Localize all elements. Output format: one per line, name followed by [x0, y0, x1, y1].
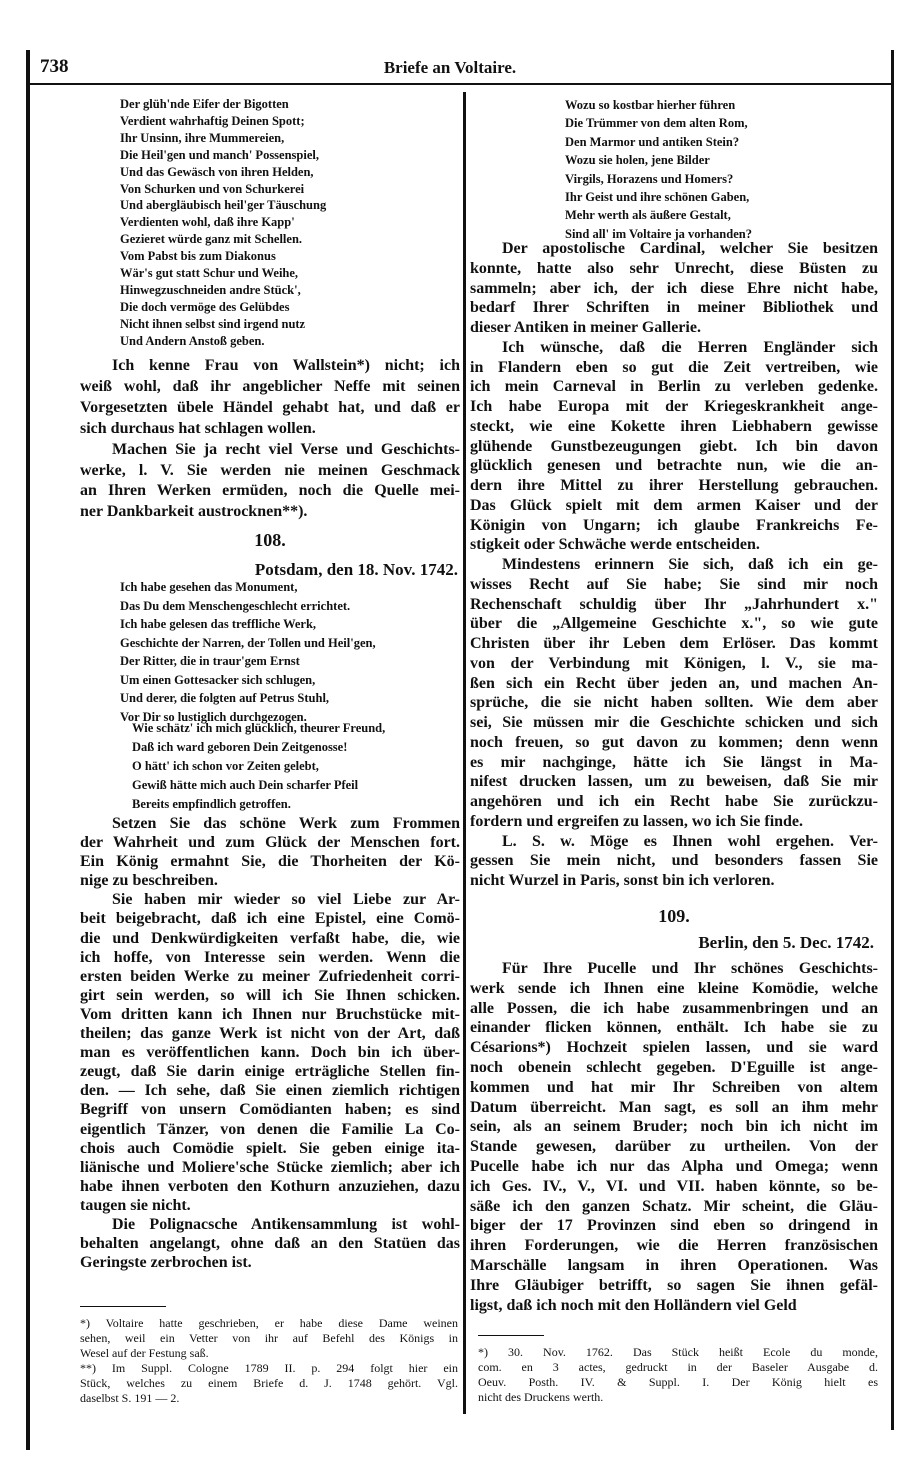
letter-number: 108.	[254, 530, 286, 550]
text-line: Stande gewesen, darüber zu urtheilen. Von der	[470, 1138, 878, 1156]
right-border	[891, 50, 894, 1430]
text-line: L. S. w. Möge es Ihnen wohl ergehen. Ver-	[502, 832, 878, 850]
poem-stanza	[132, 719, 385, 814]
text-line: Ihre Gläubiger betrifft, so sagen Sie ihnen gefäl-	[470, 1276, 878, 1294]
poem-stanza	[120, 578, 376, 726]
text-line: gessen Sie mein nicht, und besonders fassen Sie	[470, 852, 878, 870]
text-line: *) 30. Nov. 1762. Das Stück heißt Ecole du monde,	[478, 1345, 878, 1359]
text-line: Daß ich ward geboren Dein Zeitgenosse!	[132, 740, 348, 754]
text-line: Vor Dir so lustiglich durchgezogen.	[120, 709, 307, 724]
text-line: fordern und ergreifen zu lassen, wo ich Sie finde.	[470, 812, 804, 830]
text-line: der Wahrheit und zum Glück der Menschen fort.	[80, 834, 460, 852]
text-line: sprüche, die sie nicht haben sollten. Wie dem aber	[470, 694, 878, 712]
text-line: Césarions*) Hochzeit spielen lassen, und sie ward	[470, 1039, 878, 1057]
text-line: Mehr werth als äußere Gestalt,	[565, 208, 731, 223]
footnote-rule	[80, 1306, 166, 1307]
text-line: ich mein Carneval in Berlin zu verleben gedenke.	[470, 378, 878, 396]
text-line: Vom Pabst bis zum Diakonus	[120, 249, 276, 264]
text-line: behalten angelangt, ohne daß an den Statüen das	[80, 1235, 460, 1253]
text-line: Ich habe Europa mit der Kriegeskrankheit ange-	[470, 398, 878, 415]
text-line: Wär's gut statt Schur und Weihe,	[120, 266, 299, 281]
text-line: Die Heil'gen und manch' Possenspiel,	[120, 147, 319, 162]
letter-body	[80, 356, 460, 523]
text-line: Marschälle langsam in ihren Operationen. Was	[470, 1256, 878, 1274]
text-line: Die Trümmer von dem alten Rom,	[565, 116, 748, 131]
text-line: taugen sie nicht.	[80, 1196, 191, 1214]
text-line: Oeuv. Posth. IV. & Suppl. I. Der König hielt es	[478, 1375, 878, 1389]
text-line: bedarf Ihrer Schriften in meiner Bibliothek und	[470, 299, 878, 317]
text-line: Hinwegzuschneiden andre Stück',	[120, 282, 301, 297]
text-line: dieser Antiken in meiner Gallerie.	[470, 319, 701, 336]
text-line: Die Polignacsche Antikensammlung ist wohl-	[112, 1215, 460, 1233]
text-line: Pucelle habe ich nur das Alpha und Omega; wenn	[470, 1157, 878, 1175]
text-line: Gewiß hätte mich auch Dein scharfer Pfeil	[132, 778, 359, 792]
text-line: nifest drucken lassen, um zu beweisen, daß Sie mir	[470, 773, 878, 791]
text-line: Nicht ihnen selbst sind irgend nutz	[120, 316, 306, 331]
text-line: Den Marmor und antiken Stein?	[565, 134, 740, 149]
text-line: Und das Gewäsch von ihren Helden,	[120, 164, 314, 179]
text-line: den. — Ich sehe, daß Sie einen ziemlich richtigen	[80, 1082, 460, 1100]
footnotes	[80, 1316, 458, 1406]
text-line: Wie schätz' ich mich glücklich, theurer Freund,	[132, 721, 386, 735]
text-line: von der Verbindung mit Königen, l. V., sie ma-	[470, 654, 878, 672]
text-line: theilen; das ganze Werk ist nicht von der Art, daß	[80, 1025, 460, 1043]
text-line: Machen Sie ja recht viel Verse und Geschichts-	[112, 440, 460, 458]
text-line: Ich wünsche, daß die Herren Engländer sich	[502, 338, 878, 356]
text-line: Ich habe gesehen das Monument,	[120, 580, 298, 594]
header-rule	[30, 83, 892, 85]
text-line: noch freuen, so gut davon zu kommen; denn wenn	[470, 733, 878, 751]
dateline: Potsdam, den 18. Nov. 1742.	[254, 560, 458, 579]
footnote-rule	[478, 1335, 544, 1336]
text-line: ner Dankbarkeit austrocknen**).	[80, 503, 308, 521]
text-line: Und Andern Anstoß geben.	[120, 333, 265, 348]
text-line: säße ich den ganzen Schatz. Mir scheint, die Gläu-	[470, 1197, 878, 1215]
text-line: einander flicken können, enthält. Ich habe sie zu	[470, 1019, 878, 1037]
text-line: ihren Forderungen, wie die Herren französischen	[470, 1237, 878, 1255]
footnotes	[478, 1345, 878, 1405]
text-line: Und abergläubisch heil'ger Täuschung	[120, 198, 327, 213]
text-line: chois auch Comödie spielt. Sie geben einige ita-	[80, 1139, 460, 1157]
text-line: Um einen Gottesacker sich schlugen,	[120, 672, 316, 687]
text-line: Königin von Ungarn; ich glaube Frankreichs Fe-	[470, 516, 878, 534]
text-line: sei, Sie müssen mir die Geschichte schicken und sich	[470, 714, 878, 731]
text-line: eigentlich Tänzer, von denen die Familie La Co-	[80, 1120, 460, 1138]
text-line: zeugt, daß Sie darin einige erträgliche Stellen fin-	[80, 1063, 460, 1081]
text-line: ligst, daß ich noch mit den Holländern viel Geld	[470, 1296, 797, 1314]
text-line: noch obenein schlecht gegeben. D'Eguille ist ange-	[470, 1058, 878, 1076]
text-line: nige zu beschreiben.	[80, 872, 218, 890]
text-line: angehören und ich ein Recht habe Sie zurückzu-	[470, 793, 878, 810]
text-line: wisses Recht auf Sie habe; Sie sind mir noch	[470, 575, 878, 593]
text-line: Die doch vermöge des Gelübdes	[120, 299, 290, 314]
text-line: Christen über ihr Leben dem Erlöser. Das kommt	[470, 635, 878, 652]
text-line: liänische und Moliere'sche Stücke ziemlich; aber ich	[80, 1158, 460, 1176]
text-line: Für Ihre Pucelle und Ihr schönes Geschichts-	[502, 960, 878, 977]
text-line: habe ihnen verboten den Kothurn anzuziehen, dazu	[80, 1177, 460, 1195]
text-line: man es veröffentlichen kann. Doch bin ich über-	[80, 1044, 460, 1062]
text-line: daselbst S. 191 — 2.	[80, 1391, 180, 1405]
text-line: steckt, wie eine Kokette ihren Liebhabern gewisse	[470, 417, 878, 435]
text-line: com. en 3 actes, gedruckt in der Baseler Ausgabe d.	[478, 1360, 878, 1374]
text-line: Das Glück spielt mit dem armen Kaiser und der	[470, 496, 878, 514]
text-line: über die „Allgemeine Geschichte x.", so wie gute	[470, 615, 878, 633]
page-number: 738	[40, 56, 69, 77]
text-line: weiß wohl, daß ihr angeblicher Neffe mit seinen	[80, 377, 460, 395]
text-line: Sind all' im Voltaire ja vorhanden?	[565, 226, 752, 241]
text-line: nicht des Druckens werth.	[478, 1390, 604, 1404]
text-line: Gezieret würde ganz mit Schellen.	[120, 232, 303, 247]
text-line: ich Ges. IV., V., VI. und VII. haben könnte, so be-	[470, 1177, 878, 1195]
text-line: Stück, welches zu einem Briefe d. J. 1748 gehört. Vgl.	[80, 1376, 458, 1390]
text-line: Ich kenne Frau von Wallstein*) nicht; ich	[112, 357, 460, 374]
text-line: Verdienten wohl, daß ihre Kapp'	[120, 215, 295, 230]
poem-stanza	[565, 96, 752, 243]
poem-stanza	[120, 96, 326, 350]
letter-body	[470, 959, 878, 1315]
text-line: **) Im Suppl. Cologne 1789 II. p. 294 folgt hier ein	[80, 1361, 458, 1375]
text-line: Von Schurken und von Schurkerei	[120, 181, 305, 196]
text-line: sein, als an seinem Bruder; noch bin ich nicht im	[470, 1118, 878, 1136]
text-line: nicht Wurzel in Paris, sonst bin ich verloren.	[470, 872, 775, 889]
text-line: Setzen Sie das schöne Werk zum Frommen	[112, 815, 460, 832]
text-line: in Flandern eben so gut die Zeit vertreiben, wie	[470, 358, 878, 376]
text-line: Virgils, Horazens und Homers?	[565, 171, 734, 186]
text-line: Der Ritter, die in traur'gem Ernst	[120, 654, 300, 668]
text-line: glücklich genesen und betrachte nun, wie die an-	[470, 457, 878, 475]
text-line: Und derer, die folgten auf Petrus Stuhl,	[120, 691, 330, 705]
text-line: Das Du dem Menschengeschlecht errichtet.	[120, 598, 351, 613]
left-border	[26, 50, 30, 1450]
text-line: Vorgesetzten übele Händel gehabt hat, und daß er	[80, 398, 460, 416]
text-line: Datum überreicht. Man sagt, es soll an ihm mehr	[470, 1098, 878, 1116]
text-line: Verdient wahrhaftig Deinen Spott;	[120, 113, 305, 128]
text-line: ersten beiden Werke zu meiner Zufriedenheit corri-	[80, 967, 460, 985]
text-line: Ich habe gelesen das treffliche Werk,	[120, 617, 317, 631]
text-line: ich hoffe, von Interesse sein werden. Wenn die	[80, 948, 460, 966]
text-line: Ihr Unsinn, ihre Mummereien,	[120, 130, 285, 145]
text-line: ßen sich ein Recht über jeden an, und machen An-	[470, 674, 878, 692]
text-line: Der apostolische Cardinal, welcher Sie besitzen	[502, 240, 878, 257]
text-line: Wesel auf der Festung saß.	[80, 1346, 209, 1360]
text-line: konnte, hatte also sehr Unrecht, diese Büsten zu	[470, 259, 878, 277]
text-line: *) Voltaire hatte geschrieben, er habe diese Dame weinen	[80, 1316, 458, 1330]
text-line: werke, l. V. Sie werden nie meinen Geschmack	[80, 461, 460, 479]
text-line: sehen, weil ein Vetter von ihr auf Befehl des Königs in	[80, 1331, 458, 1345]
text-line: Der glüh'nde Eifer der Bigotten	[120, 97, 289, 111]
text-line: O hätt' ich schon vor Zeiten gelebt,	[132, 759, 319, 773]
text-line: sammeln; aber ich, der ich diese Ehre nicht habe,	[470, 279, 878, 297]
text-line: Wozu sie holen, jene Bilder	[565, 153, 710, 168]
text-line: Geringste zerbrochen ist.	[80, 1254, 252, 1272]
text-line: Geschichte der Narren, der Tollen und Heil'gen,	[120, 635, 376, 650]
text-line: Bereits empfindlich getroffen.	[132, 797, 291, 811]
text-line: an Ihren Werken ermüden, noch die Quelle mei-	[80, 482, 460, 500]
text-line: glühende Gunstbezeugungen giebt. Ich bin davon	[470, 437, 878, 455]
text-line: girt sein werden, so will ich Sie Ihnen schicken.	[80, 986, 460, 1004]
text-line: kommen und hat mir Ihr Schreiben von altem	[470, 1078, 878, 1096]
text-line: dern ihre Mittel zu ihrer Herstellung gebrauchen.	[470, 477, 878, 494]
letter-body	[470, 239, 878, 891]
text-line: die und Denkwürdigkeiten verfaßt habe, die, wie	[80, 929, 460, 947]
running-title: Briefe an Voltaire.	[383, 58, 517, 77]
text-line: Begriff von unsern Comödianten haben; es sind	[80, 1101, 460, 1119]
text-line: Ein König ermahnt Sie, die Thorheiten der Kö-	[80, 853, 460, 871]
text-line: Mindestens erinnern Sie sich, daß ich ein ge-	[502, 556, 878, 573]
text-line: Rechenschaft schuldig über Ihr „Jahrhundert x."	[470, 595, 878, 613]
letter-number: 109.	[658, 906, 690, 926]
text-line: sich durchaus hat schlagen wollen.	[80, 419, 316, 437]
text-line: werk sende ich Ihnen eine kleine Komödie, welche	[470, 979, 878, 997]
text-line: es mir nachginge, hätte ich Sie längst in Ma-	[470, 753, 878, 771]
text-line: Ihr Geist und ihre schönen Gaben,	[565, 190, 750, 205]
text-line: Sie haben mir wieder so viel Liebe zur Ar-	[112, 891, 460, 909]
text-line: Wozu so kostbar hierher führen	[565, 98, 736, 112]
text-line: stigkeit oder Schwäche werde entscheiden.	[470, 536, 760, 554]
text-line: Vom dritten kann ich Ihnen nur Bruchstücke mit-	[80, 1005, 460, 1023]
column-divider	[463, 92, 466, 1414]
text-line: alle Possen, die ich habe zusammenbringen und an	[470, 999, 878, 1017]
text-line: beit beigebracht, daß ich eine Epistel, eine Comö-	[80, 910, 460, 928]
text-line: biger der 17 Provinzen sind eben so dringend in	[470, 1217, 878, 1235]
dateline: Berlin, den 5. Dec. 1742.	[698, 933, 874, 952]
letter-body	[80, 814, 460, 1272]
